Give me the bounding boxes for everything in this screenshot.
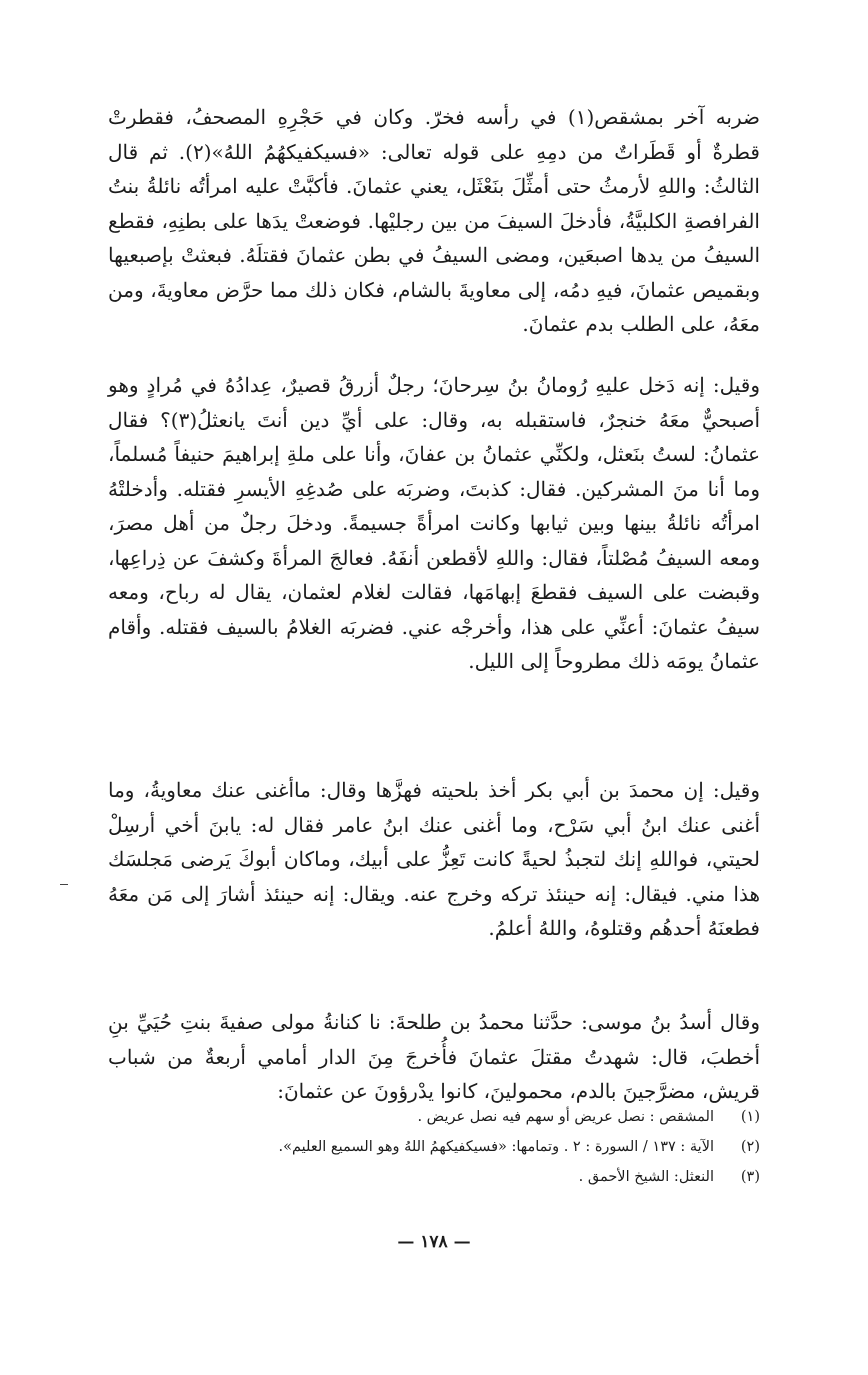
footnote-text: الآية : ١٣٧ / السورة : ٢ . وتمامها: «فسيكفيكهمُ اللهُ وهو السميع العليم». <box>278 1139 714 1155</box>
footnote-number: (١) <box>740 1109 760 1125</box>
paragraph-4: وقال أسدُ بنُ موسى: حدَّثنا محمدُ بن طلحةَ: نا كنانةُ مولى صفيةَ بنتِ حُيَيِّ بنِ أخطبَ، قال: شهدتُ مقتلَ عثمانَ فأُخرجَ مِنَ الدار أمامي أربعةٌ من شباب قريش، مضرَّجينَ بالدم، محمولينَ، كانوا يدْرؤونَ عن عثمانَ: <box>108 1010 760 1103</box>
footnote-text: المشقص : نصل عريض أو سهم فيه نصل عريض . <box>417 1109 714 1125</box>
footnote-3 <box>108 1162 760 1192</box>
margin-mark <box>60 884 68 885</box>
paragraph-1: ضربه آخر بمشقص(١) في رأسه فخرّ. وكان في حَجْرِهِ المصحفُ، فقطرتْ قطرةٌ أو قَطَراتٌ من دمِهِ على قوله تعالى: «فسيكفيكهُمُ اللهُ»(٢). ثم قال الثالثُ: واللهِ لأرمثُ حتى أمثِّلَ بنَعْثَل، يعني عثمانَ. فأكبَّتْ عليه امرأتُه نائلةُ بنتُ الفرافصةِ الكلبيَّةُ، فأدخلَ السيفَ من بين رجليْها. فوضعتْ يدَها على بطنِهِ، فقطع السيفُ من يدها اصبعَين، ومضى السيفُ في بطن عثمانَ فقتلَهُ. فبعثتْ بإصبعيها وبقميص عثمانَ، فيهِ دمُه، إلى معاويةَ بالشام، فكان ذلك مما حرَّض معاويةَ، ومن معَهُ، على الطلب بدم عثمانَ. <box>108 105 760 336</box>
footnote-number: (٢) <box>740 1139 760 1155</box>
footnote-number: (٣) <box>740 1169 760 1185</box>
page-number: — ١٧٨ — <box>397 1232 471 1252</box>
paragraph-3: وقيل: إن محمدَ بن أبي بكر أخذ بلحيته فهزَّها وقال: ماأغنى عنك معاويةُ، وما أغنى عنك ابنُ أبي سَرْح، وما أغنى عنك ابنُ عامر فقال له: يابنَ أخي أرسِلْ لحيتي، فواللهِ إنك لتجبذُ لحيةً كانت تَعِزُّ على أبيك، وماكان أبوكَ يَرضى مَجلسَك هذا مني. فيقال: إنه حينئذ تركه وخرج عنه. ويقال: إنه حينئذ أشارَ إلى مَن معَهُ فطعنَهُ أحدهُم وقتلوهُ، واللهُ أعلمُ. <box>108 778 760 940</box>
paragraph-2: وقيل: إنه دَخل عليهِ رُومانُ بنُ سِرحانَ؛ رجلٌ أزرقُ قصيرٌ، عِدادُهُ في مُرادٍ وهو أصبحيٌّ معَهُ خنجرٌ، فاستقبله به، وقال: على أيِّ دين أنتَ يانعثلُ(٣)؟ فقال عثمانُ: لستُ بنَعثل، ولكنِّي عثمانُ بن عفانَ، وأنا على ملةِ إبراهيمَ حنيفاً مُسلماً، وما أنا منَ المشركين. فقال: كذبتَ، وضربَه على صُدغِهِ الأيسرِ فقتله. وأدخلتْهُ امرأتُه نائلةُ بينها وبين ثيابها وكانت امرأةً جسيمةً. ودخلَ رجلٌ من أهل مصرَ، ومعه السيفُ مُصْلتاً، فقال: واللهِ لأقطعن أنفَهُ. فعالجَ المرأةَ وكشفَ عن ذِراعِها، وقبضت على السيف فقطعَ إبهامَها، فقالت لغلام لعثمان، يقال له رباح، ومعه سيفُ عثمانَ: أعنِّي على هذا، وأخرجْه عني. فضربَه الغلامُ بالسيف فقتله. وأقام عثمانُ يومَه ذلك مطروحاً إلى الليل. <box>108 373 761 673</box>
footnote-1 <box>108 1102 760 1132</box>
footnote-text: النعثل: الشيخ الأحمق . <box>578 1169 714 1185</box>
footnote-2 <box>108 1132 760 1162</box>
footnotes <box>108 1102 760 1192</box>
